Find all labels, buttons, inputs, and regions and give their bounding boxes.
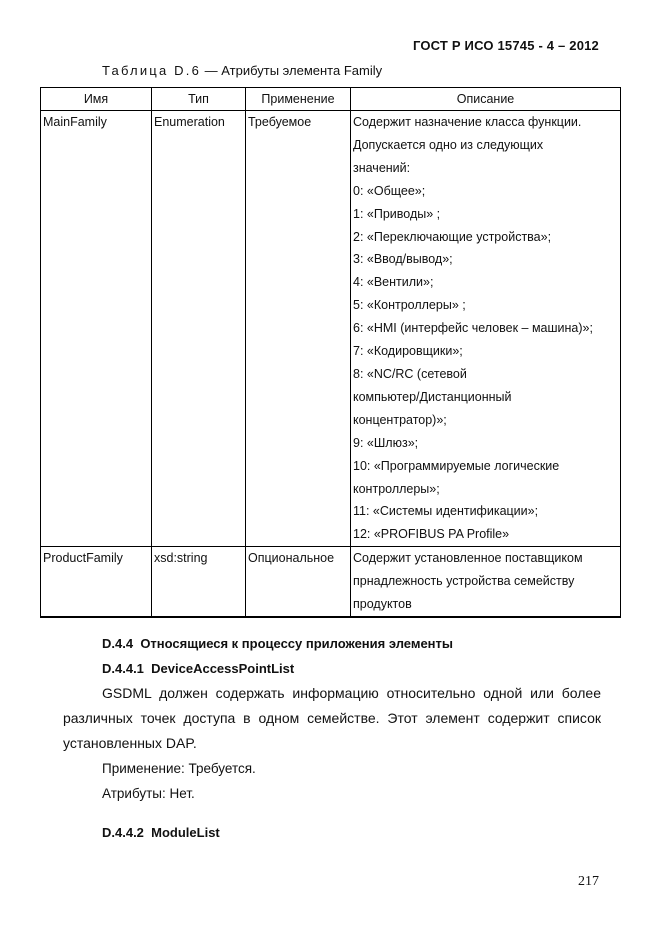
description-line: 4: «Вентили»;: [353, 275, 434, 290]
column-header-usage: Применение: [246, 88, 351, 111]
description-line: значений:: [353, 160, 411, 175]
section-heading-d442: [102, 825, 220, 840]
description-line: компьютер/Дистанционный: [353, 389, 512, 404]
description-line: 11: «Системы идентификации»;: [353, 504, 539, 519]
description-line: 2: «Переключающие устройства»;: [353, 229, 552, 244]
column-header-type: Тип: [152, 88, 246, 111]
section-heading-d441: [102, 661, 294, 676]
paragraph-line: установленных DAP.: [63, 735, 197, 751]
paragraph-line: различных точек доступа в одном семействе. Этот элемент содержит список: [63, 710, 601, 726]
section-title: DeviceAccessPointList: [151, 661, 295, 676]
description-line: контроллеры»;: [353, 481, 440, 496]
section-title: ModuleList: [151, 825, 220, 840]
cell-description: [351, 111, 621, 547]
description-line: Содержит назначение класса функции.: [353, 115, 582, 129]
description-line: 7: «Кодировщики»;: [353, 344, 463, 359]
section-number: D.4.4.2: [102, 825, 144, 840]
description-line: 5: «Контроллеры» ;: [353, 298, 466, 313]
description-line: продуктов: [353, 597, 412, 612]
description-line: Допускается одно из следующих: [353, 137, 544, 152]
cell-usage: Опциональное: [246, 547, 351, 617]
page-number: 217: [578, 874, 599, 889]
description-line: концентратор)»;: [353, 412, 447, 427]
paragraph-line: GSDML должен содержать информацию относительно одной или более: [102, 685, 601, 701]
table-row: [41, 547, 621, 617]
section-heading-d44: [102, 636, 453, 651]
table-caption-title: — Атрибуты элемента Family: [204, 63, 383, 78]
cell-name: MainFamily: [41, 111, 152, 547]
table-header-row: [41, 88, 621, 111]
usage-text: Применение: Требуется.: [102, 761, 256, 776]
cell-name: ProductFamily: [41, 547, 152, 617]
section-title: Относящиеся к процессу приложения элементы: [140, 636, 454, 651]
table-caption: [102, 63, 382, 78]
description-line: 9: «Шлюз»;: [353, 435, 419, 450]
cell-type: Enumeration: [152, 111, 246, 547]
description-line: 1: «Приводы» ;: [353, 206, 441, 221]
description-line: 0: «Общее»;: [353, 183, 426, 198]
column-header-name: Имя: [41, 88, 152, 111]
paragraph-d441: [63, 681, 601, 756]
cell-description: [351, 547, 621, 617]
cell-usage: Требуемое: [246, 111, 351, 547]
description-line: Содержит установленное поставщиком: [353, 551, 583, 566]
description-line: 6: «HMI (интерфейс человек – машина)»;: [353, 321, 593, 336]
description-line: 12: «PROFIBUS PA Profile»: [353, 527, 510, 542]
description-line: прнадлежность устройства семейству: [353, 574, 575, 589]
section-number: D.4.4: [102, 636, 134, 651]
attributes-table: [40, 87, 621, 618]
attributes-text: Атрибуты: Нет.: [102, 786, 195, 801]
table-row: [41, 111, 621, 547]
column-header-description: Описание: [351, 88, 621, 111]
cell-type: xsd:string: [152, 547, 246, 617]
document-standard-header: ГОСТ Р ИСО 15745 - 4 – 2012: [412, 38, 599, 53]
description-line: 8: «NC/RC (сетевой: [353, 366, 467, 381]
table-caption-prefix: Таблица D.6: [102, 63, 202, 78]
section-number: D.4.4.1: [102, 661, 144, 676]
description-line: 3: «Ввод/вывод»;: [353, 252, 453, 267]
description-line: 10: «Программируемые логические: [353, 458, 560, 473]
